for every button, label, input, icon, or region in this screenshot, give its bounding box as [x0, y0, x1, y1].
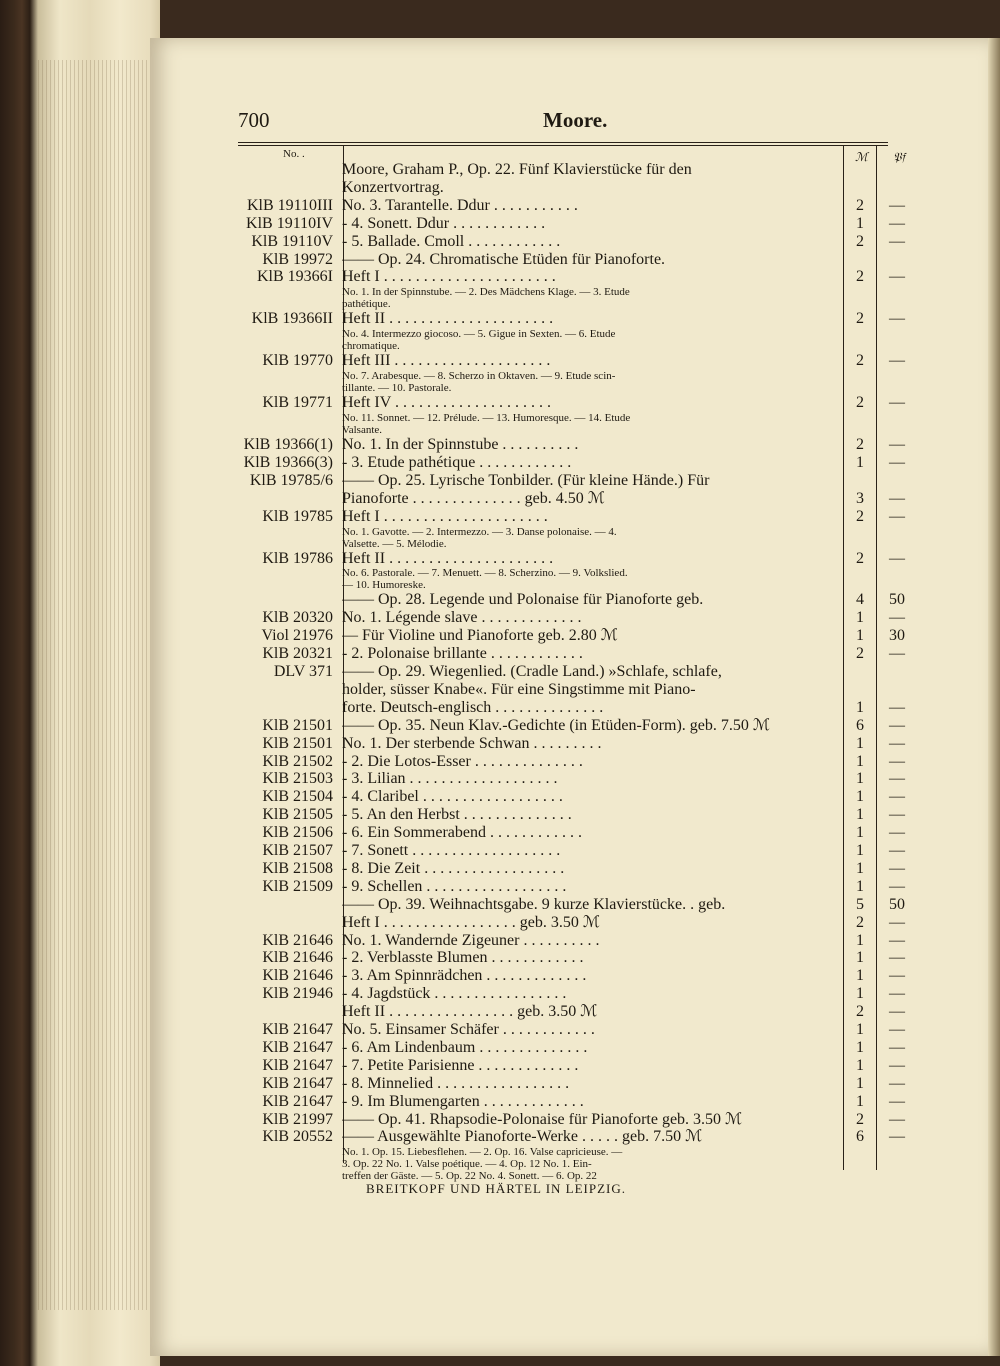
price-pf: —: [889, 489, 905, 507]
catalog-row: [238, 1057, 910, 1075]
price-mark: 2: [856, 507, 864, 525]
entry-text: pathétique.: [342, 298, 391, 311]
entry-text: —— Op. 41. Rhapsodie-Polonaise für Pianoforte geb. 3.50 ℳ: [342, 1110, 743, 1128]
running-head: Moore.: [543, 108, 608, 132]
catalog-number: Viol 21976: [261, 627, 333, 645]
entry-text: - 2. Die Lotos-Esser . . . . . . . . . . . . . .: [342, 752, 583, 770]
catalog-row: [238, 179, 910, 197]
price-mark: 1: [856, 1074, 864, 1092]
price-pf: —: [889, 824, 905, 842]
catalog-row: [238, 1003, 910, 1021]
catalog-number: KlB 21647: [262, 1038, 333, 1056]
entry-text: No. 11. Sonnet. — 12. Prélude. — 13. Humoresque. — 14. Etude: [342, 412, 631, 424]
entry-text: No. 3. Tarantelle. Ddur . . . . . . . . . . .: [342, 196, 578, 214]
price-mark: 1: [856, 788, 864, 806]
catalog-row: [238, 985, 910, 1003]
catalog-number: KlB 19366(1): [243, 436, 333, 453]
price-pf: —: [889, 1110, 905, 1128]
price-pf: —: [889, 453, 905, 471]
price-pf: —: [889, 609, 905, 627]
price-pf: —: [889, 352, 905, 370]
entry-text: —— Ausgewählte Pianoforte-Werke . . . . . geb. 7.50 ℳ: [342, 1128, 703, 1146]
price-mark: 2: [856, 645, 864, 663]
entry-text: 3. Op. 22 No. 1. Valse poétique. — 4. Op. 12 No. 1. Ein-: [342, 1158, 592, 1171]
entry-text: Heft I . . . . . . . . . . . . . . . . . geb. 3.50 ℳ: [342, 913, 600, 931]
catalog-row: [238, 878, 910, 896]
catalog-number: KlB 21946: [262, 985, 333, 1003]
catalog-row: [238, 735, 910, 753]
entry-text: No. 1. Wandernde Zigeuner . . . . . . . . . .: [342, 931, 600, 949]
entry-text: - 6. Ein Sommerabend . . . . . . . . . . . .: [342, 824, 582, 842]
catalog-number: KlB 21647: [262, 1021, 333, 1038]
header-rule-bottom: [238, 145, 888, 146]
book-page-edges: [0, 0, 160, 1366]
catalog-number: KlB 20320: [262, 609, 333, 627]
price-mark: 2: [856, 1003, 864, 1021]
catalog-number: KlB 19771: [262, 394, 333, 412]
price-pf: —: [889, 842, 905, 859]
catalog-number: KlB 19785: [262, 507, 333, 525]
price-pf: —: [889, 436, 905, 453]
catalog-row: [238, 472, 910, 490]
catalog-number: KlB 19785/6: [249, 471, 333, 489]
price-pf: —: [889, 214, 905, 232]
entry-text: - 5. Ballade. Cmoll . . . . . . . . . . . .: [342, 232, 561, 250]
price-pf: —: [889, 1128, 905, 1146]
entry-text: holder, süsser Knabe«. Für eine Singstimme mit Piano-: [342, 680, 696, 698]
page-header: [238, 108, 888, 138]
catalog-row: [238, 161, 910, 179]
catalog-row: [238, 328, 910, 340]
price-pf: —: [889, 716, 905, 734]
catalog-row: [238, 949, 910, 967]
catalog-row: [238, 717, 910, 735]
entry-text: No. 1. In der Spinnstube. — 2. Des Mädchens Klage. — 3. Etude: [342, 286, 630, 299]
catalog-row: [238, 394, 910, 412]
entry-text: No. 4. Intermezzo giocoso. — 5. Gigue in Sexten. — 6. Etude: [342, 328, 616, 341]
entry-text: - 6. Am Lindenbaum . . . . . . . . . . . . . .: [342, 1038, 588, 1056]
catalog-row: [238, 424, 910, 436]
column-header-mark: ℳ: [855, 150, 868, 164]
entry-text: - 8. Minnelied . . . . . . . . . . . . . . . . .: [342, 1074, 570, 1092]
catalog-row: [238, 591, 910, 609]
catalog-row: [238, 645, 910, 663]
entry-text: No. 1. Der sterbende Schwan . . . . . . . . .: [342, 734, 602, 752]
catalog-row: [238, 806, 910, 824]
price-pf: —: [889, 788, 905, 806]
catalog-row: [238, 340, 910, 352]
catalog-row: [238, 197, 910, 215]
catalog-row: [238, 967, 910, 985]
price-mark: 1: [856, 842, 864, 859]
price-mark: 1: [856, 824, 864, 842]
catalog-row: [238, 251, 910, 269]
catalog-number: KlB 21647: [262, 1092, 333, 1110]
catalog-row: [238, 788, 910, 806]
price-pf: —: [889, 1056, 905, 1074]
catalog-number: KlB 21505: [262, 806, 333, 824]
entry-text: tillante. — 10. Pastorale.: [342, 382, 452, 395]
entry-text: — Für Violine und Pianoforte geb. 2.80 ℳ: [342, 627, 618, 645]
price-mark: 1: [856, 1056, 864, 1074]
price-pf: —: [889, 949, 905, 967]
entry-text: - 8. Die Zeit . . . . . . . . . . . . . . . . . .: [342, 859, 565, 877]
price-pf: 30: [889, 627, 905, 645]
price-pf: —: [889, 1003, 905, 1021]
catalog-row: [238, 579, 910, 591]
price-pf: —: [889, 549, 905, 567]
header-rule-top: [238, 142, 888, 143]
page-edge-lines: [38, 60, 158, 1310]
price-mark: 2: [856, 352, 864, 370]
catalog-number: KlB 19786: [262, 549, 333, 567]
facing-page-edge: [988, 38, 1000, 1356]
catalog-row: [238, 770, 910, 788]
entry-text: Valsette. — 5. Mélodie.: [342, 537, 447, 550]
entry-text: Heft II . . . . . . . . . . . . . . . . . . . . .: [342, 549, 554, 567]
catalog-number: KlB 21646: [262, 931, 333, 949]
catalog-number: KlB 21508: [262, 859, 333, 877]
price-mark: 1: [856, 752, 864, 770]
price-mark: 2: [856, 913, 864, 931]
price-mark: 6: [856, 716, 864, 734]
catalog-row: [238, 681, 910, 699]
price-mark: 1: [856, 609, 864, 627]
price-mark: 2: [856, 232, 864, 250]
catalog-number: KlB 21506: [262, 824, 333, 842]
price-mark: 1: [856, 698, 864, 716]
entry-text: - 5. An den Herbst . . . . . . . . . . . . . .: [342, 806, 572, 824]
catalog-row: [238, 914, 910, 932]
catalog-number: KlB 19972: [262, 250, 333, 268]
catalog-row: [238, 932, 910, 950]
price-mark: 2: [856, 196, 864, 214]
entry-text: Heft I . . . . . . . . . . . . . . . . . . . . . .: [342, 268, 556, 286]
entry-text: - 7. Petite Parisienne . . . . . . . . . . . . .: [342, 1056, 579, 1074]
price-mark: 1: [856, 877, 864, 895]
catalog-number: KlB 19770: [262, 352, 333, 370]
catalog-number: KlB 19366(3): [243, 453, 333, 471]
price-pf: —: [889, 1038, 905, 1056]
price-mark: 1: [856, 1021, 864, 1038]
catalog-row: [238, 550, 910, 568]
catalog-number: KlB 21647: [262, 1056, 333, 1074]
price-mark: 1: [856, 985, 864, 1003]
entry-text: - 7. Sonett . . . . . . . . . . . . . . . . . . .: [342, 842, 561, 859]
catalog-number: DLV 371: [273, 663, 333, 680]
price-pf: —: [889, 507, 905, 525]
price-mark: 1: [856, 931, 864, 949]
catalog-row: [238, 627, 910, 645]
entry-text: - 4. Sonett. Ddur . . . . . . . . . . . .: [342, 214, 546, 232]
price-mark: 1: [856, 806, 864, 824]
price-pf: —: [889, 859, 905, 877]
entry-text: —— Op. 39. Weihnachtsgabe. 9 kurze Klavierstücke. . geb.: [342, 895, 726, 913]
entry-text: Moore, Graham P., Op. 22. Fünf Klavierstücke für den: [342, 161, 692, 178]
price-mark: 6: [856, 1128, 864, 1146]
catalog-row: [238, 1111, 910, 1129]
catalog-row: [238, 1158, 910, 1170]
entry-text: Heft III . . . . . . . . . . . . . . . . . . . .: [342, 352, 551, 370]
entry-text: Heft IV . . . . . . . . . . . . . . . . . . . .: [342, 394, 552, 412]
entry-text: —— Op. 29. Wiegenlied. (Cradle Land.) »Schlafe, schlafe,: [342, 663, 722, 680]
price-pf: —: [889, 985, 905, 1003]
catalog-row: [238, 298, 910, 310]
price-mark: 1: [856, 967, 864, 985]
catalog-number: KlB 21646: [262, 967, 333, 985]
entry-text: No. 1. In der Spinnstube . . . . . . . . . .: [342, 436, 579, 453]
price-mark: 1: [856, 1092, 864, 1110]
entry-text: Pianoforte . . . . . . . . . . . . . . geb. 4.50 ℳ: [342, 489, 605, 507]
price-pf: —: [889, 232, 905, 250]
column-header-no: No. .: [283, 148, 305, 160]
entry-text: No. 5. Einsamer Schäfer . . . . . . . . . . . .: [342, 1021, 595, 1038]
catalog-number: KlB 20552: [262, 1128, 333, 1146]
page-number: 700: [238, 108, 270, 132]
entry-text: - 3. Lilian . . . . . . . . . . . . . . . . . . .: [342, 770, 558, 788]
entry-text: - 4. Claribel . . . . . . . . . . . . . . . . . .: [342, 788, 563, 806]
catalog-row: [238, 1128, 910, 1146]
price-mark: 1: [856, 734, 864, 752]
entry-text: No. 6. Pastorale. — 7. Menuett. — 8. Scherzino. — 9. Volkslied.: [342, 567, 628, 580]
catalog-row: [238, 842, 910, 860]
price-mark: 2: [856, 1110, 864, 1128]
catalog-row: [238, 436, 910, 454]
price-mark: 1: [856, 627, 864, 645]
price-mark: 1: [856, 214, 864, 232]
entry-text: - 3. Etude pathétique . . . . . . . . . . . .: [342, 453, 572, 471]
price-mark: 2: [856, 549, 864, 567]
catalog-row: [238, 1021, 910, 1039]
catalog-number: KlB 21502: [262, 752, 333, 770]
entry-text: —— Op. 28. Legende und Polonaise für Pianoforte geb.: [342, 591, 704, 609]
entry-text: Heft II . . . . . . . . . . . . . . . . geb. 3.50 ℳ: [342, 1003, 598, 1021]
price-mark: 1: [856, 770, 864, 788]
entry-text: - 2. Verblasste Blumen . . . . . . . . . . . .: [342, 949, 584, 967]
price-pf: 50: [889, 895, 905, 913]
price-pf: —: [889, 967, 905, 985]
price-pf: —: [889, 1074, 905, 1092]
catalog-row: [238, 860, 910, 878]
price-mark: 4: [856, 591, 864, 609]
entry-text: - 9. Schellen . . . . . . . . . . . . . . . . . .: [342, 877, 567, 895]
catalog-row: [238, 663, 910, 681]
entry-text: - 2. Polonaise brillante . . . . . . . . . . . .: [342, 645, 583, 663]
catalog-row: [238, 310, 910, 328]
entry-text: Valsante.: [342, 424, 383, 436]
catalog-number: KlB 21503: [262, 770, 333, 788]
price-mark: 2: [856, 268, 864, 286]
publisher-footer: [0, 1181, 1000, 1197]
column-header-pf: 𝔓𝔣: [893, 150, 906, 164]
entry-text: Heft II . . . . . . . . . . . . . . . . . . . . .: [342, 310, 554, 328]
price-pf: —: [889, 310, 905, 328]
catalog-row: [238, 609, 910, 627]
price-pf: —: [889, 394, 905, 412]
entry-text: - 3. Am Spinnrädchen . . . . . . . . . . . . .: [342, 967, 587, 985]
catalog-number: KlB 21501: [262, 734, 333, 752]
price-pf: —: [889, 196, 905, 214]
entry-text: - 4. Jagdstück . . . . . . . . . . . . . . . . .: [342, 985, 567, 1003]
entry-text: No. 1. Gavotte. — 2. Intermezzo. — 3. Danse polonaise. — 4.: [342, 525, 617, 538]
price-pf: —: [889, 913, 905, 931]
price-pf: —: [889, 770, 905, 788]
catalog-row: [238, 538, 910, 550]
price-pf: —: [889, 877, 905, 895]
catalog-row: [238, 1093, 910, 1111]
price-pf: —: [889, 1092, 905, 1110]
catalog-row: [238, 412, 910, 424]
catalog-row: [238, 699, 910, 717]
price-pf: —: [889, 806, 905, 824]
entry-text: forte. Deutsch-englisch . . . . . . . . . . . . . .: [342, 698, 604, 716]
catalog-row: [238, 508, 910, 526]
price-mark: 1: [856, 859, 864, 877]
catalog-row: [238, 215, 910, 233]
catalog-number: KlB 21509: [262, 877, 333, 895]
catalog-row: [238, 352, 910, 370]
entry-text: chromatique.: [342, 340, 400, 353]
price-mark: 3: [856, 489, 864, 507]
price-pf: —: [889, 931, 905, 949]
catalog-row: [238, 382, 910, 394]
catalog-row: [238, 286, 910, 298]
entry-text: — 10. Humoreske.: [342, 579, 426, 592]
entry-text: —— Op. 24. Chromatische Etüden für Pianoforte.: [342, 250, 666, 268]
entry-text: Heft I . . . . . . . . . . . . . . . . . . . . .: [342, 507, 548, 525]
price-mark: 2: [856, 394, 864, 412]
price-pf: —: [889, 268, 905, 286]
catalog-row: [238, 753, 910, 771]
entry-text: —— Op. 25. Lyrische Tonbilder. (Für kleine Hände.) Für: [342, 471, 710, 489]
catalog-row: [238, 370, 910, 382]
catalog-number: KlB 21997: [262, 1110, 333, 1128]
catalog-number: KlB 21501: [262, 716, 333, 734]
price-mark: 2: [856, 310, 864, 328]
catalog-number: KlB 19110III: [246, 196, 333, 214]
catalog-number: KlB 21647: [262, 1074, 333, 1092]
entry-text: treffen der Gäste. — 5. Op. 22 No. 4. Sonett. — 6. Op. 22: [342, 1170, 597, 1183]
catalog-number: KlB 19366II: [251, 310, 333, 328]
catalog-row: [238, 824, 910, 842]
catalog-number: KlB 19110IV: [246, 214, 333, 232]
catalog-number: KlB 21504: [262, 788, 333, 806]
catalog-number: KlB 21646: [262, 949, 333, 967]
catalog-row: [238, 1146, 910, 1158]
price-mark: 2: [856, 436, 864, 453]
price-mark: 1: [856, 453, 864, 471]
catalog-row: [238, 567, 910, 579]
catalog-number: KlB 20321: [262, 645, 333, 663]
catalog-number: KlB 19110V: [251, 232, 333, 250]
entry-text: —— Op. 35. Neun Klav.-Gedichte (in Etüden-Form). geb. 7.50 ℳ: [342, 716, 770, 734]
price-pf: —: [889, 698, 905, 716]
catalog-row: [238, 896, 910, 914]
entry-text: No. 1. Légende slave . . . . . . . . . . . . .: [342, 609, 582, 627]
price-mark: 5: [856, 895, 864, 913]
catalog-row: [238, 268, 910, 286]
price-mark: 1: [856, 1038, 864, 1056]
entry-text: No. 1. Op. 15. Liebesflehen. — 2. Op. 16. Valse capricieuse. —: [342, 1146, 623, 1159]
price-pf: —: [889, 1021, 905, 1038]
catalog-number: KlB 21507: [262, 842, 333, 859]
catalog-row: [238, 526, 910, 538]
price-pf: —: [889, 645, 905, 663]
entry-text: - 9. Im Blumengarten . . . . . . . . . . . . .: [342, 1092, 584, 1110]
price-pf: 50: [889, 591, 905, 609]
catalog-row: [238, 1075, 910, 1093]
price-pf: —: [889, 734, 905, 752]
catalog-row: [238, 1039, 910, 1057]
catalog-number: KlB 19366I: [257, 268, 333, 286]
entry-text: No. 7. Arabesque. — 8. Scherzo in Oktaven. — 9. Etude scin-: [342, 370, 616, 383]
price-mark: 1: [856, 949, 864, 967]
catalog-row: [238, 233, 910, 251]
entry-text: Konzertvortrag.: [342, 178, 444, 196]
catalog-row: [238, 454, 910, 472]
price-pf: —: [889, 752, 905, 770]
catalog-row: [238, 490, 910, 508]
publisher-footer-text: BREITKOPF UND HÄRTEL IN LEIPZIG.: [365, 1181, 627, 1196]
